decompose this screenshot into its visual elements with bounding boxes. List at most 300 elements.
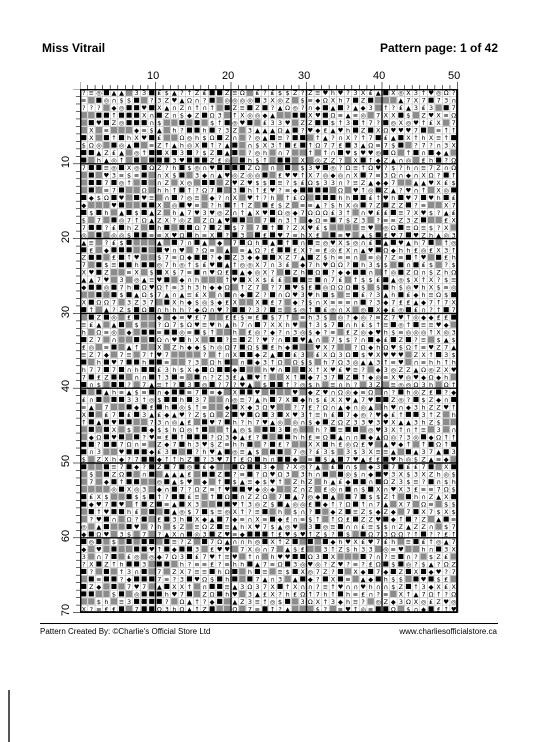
footer-website: www.charliesofficialstore.ca bbox=[399, 627, 497, 636]
svg-text:↑: ↑ bbox=[420, 186, 427, 195]
svg-text:?: ? bbox=[263, 440, 267, 449]
svg-text:▲: ▲ bbox=[270, 238, 275, 247]
svg-text:◎: ◎ bbox=[307, 493, 314, 502]
svg-text:∩: ∩ bbox=[209, 171, 215, 180]
svg-text:◎: ◎ bbox=[133, 149, 140, 158]
svg-text:≡: ≡ bbox=[126, 350, 132, 359]
svg-text:?: ? bbox=[270, 336, 275, 345]
svg-text:$: $ bbox=[368, 321, 373, 330]
svg-text:Z: Z bbox=[292, 485, 298, 494]
svg-text:◎: ◎ bbox=[186, 141, 193, 150]
svg-text:≡: ≡ bbox=[398, 328, 404, 337]
svg-text:◆: ◆ bbox=[156, 485, 162, 494]
svg-text:↑: ↑ bbox=[126, 253, 132, 262]
svg-text:h: h bbox=[202, 448, 207, 457]
svg-text:≡: ≡ bbox=[164, 500, 170, 509]
svg-text:≡: ≡ bbox=[315, 410, 321, 419]
svg-text:◆: ◆ bbox=[194, 306, 200, 315]
svg-text:≡: ≡ bbox=[345, 253, 351, 262]
svg-text:◎: ◎ bbox=[216, 208, 223, 217]
svg-text:↑: ↑ bbox=[186, 89, 193, 98]
svg-text:$: $ bbox=[119, 238, 124, 247]
svg-text:◆: ◆ bbox=[126, 575, 132, 584]
svg-text:♥: ♥ bbox=[209, 208, 215, 217]
svg-text:Z: Z bbox=[104, 560, 109, 569]
svg-text:◎: ◎ bbox=[133, 276, 140, 285]
svg-text:Ω: Ω bbox=[179, 425, 185, 434]
svg-text:3: 3 bbox=[451, 328, 456, 337]
svg-text:▲: ▲ bbox=[262, 575, 268, 584]
svg-text:?: ? bbox=[210, 373, 214, 382]
svg-text:?: ? bbox=[429, 306, 433, 315]
svg-text:h: h bbox=[345, 193, 351, 202]
svg-text:7: 7 bbox=[429, 508, 434, 517]
svg-text:∩: ∩ bbox=[156, 178, 162, 187]
svg-text:h: h bbox=[345, 597, 351, 606]
svg-text:h: h bbox=[391, 537, 396, 546]
svg-text:≡: ≡ bbox=[156, 380, 162, 389]
svg-text:▲: ▲ bbox=[436, 515, 442, 524]
svg-text:Z: Z bbox=[315, 253, 321, 262]
svg-text:Ω: Ω bbox=[368, 141, 374, 150]
svg-text:≡: ≡ bbox=[428, 485, 434, 494]
svg-text:◎: ◎ bbox=[315, 560, 321, 569]
svg-text:?: ? bbox=[368, 298, 373, 307]
svg-text:h: h bbox=[194, 134, 200, 143]
svg-text:?: ? bbox=[82, 104, 86, 113]
svg-text:Z: Z bbox=[232, 104, 237, 113]
svg-text:∩: ∩ bbox=[232, 291, 238, 300]
svg-text:▲: ▲ bbox=[179, 208, 185, 217]
pattern-title: Miss Vitrail bbox=[42, 41, 106, 55]
svg-text:↑: ↑ bbox=[330, 590, 336, 599]
svg-text:≡: ≡ bbox=[451, 276, 457, 285]
svg-text:7: 7 bbox=[391, 313, 396, 322]
svg-text:?: ? bbox=[353, 336, 358, 345]
svg-text:∩: ∩ bbox=[345, 321, 351, 330]
svg-text:Ω: Ω bbox=[383, 343, 389, 352]
svg-text:Z: Z bbox=[89, 582, 94, 591]
svg-text:◆: ◆ bbox=[292, 298, 298, 307]
svg-text:$: $ bbox=[81, 141, 86, 150]
svg-text:↑: ↑ bbox=[118, 478, 125, 487]
svg-text:Z: Z bbox=[157, 141, 162, 150]
svg-text:$: $ bbox=[406, 276, 411, 285]
svg-text:7: 7 bbox=[406, 208, 411, 217]
svg-text:▲: ▲ bbox=[179, 470, 185, 479]
svg-text:♥: ♥ bbox=[111, 358, 117, 367]
svg-text:Z: Z bbox=[398, 582, 404, 591]
svg-text:∩: ∩ bbox=[141, 373, 147, 382]
svg-text:Z: Z bbox=[383, 156, 388, 165]
svg-text:?: ? bbox=[165, 597, 169, 606]
svg-text:X: X bbox=[443, 201, 449, 210]
svg-text:7: 7 bbox=[262, 582, 268, 591]
svg-text:♥: ♥ bbox=[209, 268, 215, 277]
svg-text:≡: ≡ bbox=[201, 567, 208, 576]
svg-text:▲: ▲ bbox=[247, 208, 253, 217]
svg-text:3: 3 bbox=[421, 380, 426, 389]
svg-text:↑: ↑ bbox=[413, 134, 419, 143]
svg-text:◎: ◎ bbox=[299, 380, 306, 389]
svg-text:?: ? bbox=[285, 134, 290, 143]
svg-text:Z: Z bbox=[262, 500, 268, 509]
svg-text:7: 7 bbox=[164, 552, 169, 561]
svg-text:◎: ◎ bbox=[179, 328, 185, 337]
svg-text:◆: ◆ bbox=[315, 126, 321, 135]
svg-text:∩: ∩ bbox=[353, 582, 358, 591]
svg-text:▲: ▲ bbox=[390, 448, 396, 457]
svg-text:↑: ↑ bbox=[443, 238, 449, 247]
svg-text:Z: Z bbox=[111, 470, 117, 479]
svg-text:₤: ₤ bbox=[278, 530, 283, 539]
svg-text:Ω: Ω bbox=[322, 433, 328, 442]
svg-text:h: h bbox=[164, 590, 169, 599]
svg-text:$: $ bbox=[247, 425, 252, 434]
svg-text:↑: ↑ bbox=[360, 373, 366, 382]
svg-text:Ω: Ω bbox=[338, 388, 343, 397]
svg-text:◎: ◎ bbox=[179, 261, 185, 270]
svg-text:?: ? bbox=[225, 306, 229, 315]
svg-text:?: ? bbox=[361, 365, 365, 374]
svg-text:Z: Z bbox=[360, 178, 366, 187]
svg-text:Ω: Ω bbox=[368, 163, 374, 172]
svg-text:h: h bbox=[315, 380, 320, 389]
svg-text:↑: ↑ bbox=[156, 373, 162, 382]
svg-text:3: 3 bbox=[406, 485, 411, 494]
svg-text:▲: ▲ bbox=[360, 575, 366, 584]
svg-text:Ω: Ω bbox=[209, 358, 215, 367]
svg-text:▲: ▲ bbox=[330, 455, 336, 464]
svg-text:♥: ♥ bbox=[103, 508, 110, 517]
svg-text:$: $ bbox=[391, 560, 396, 569]
svg-text:↑: ↑ bbox=[209, 104, 215, 113]
svg-text:Z: Z bbox=[391, 253, 396, 262]
svg-text:$: $ bbox=[89, 470, 94, 479]
svg-text:₤: ₤ bbox=[444, 575, 449, 584]
svg-text:▲: ▲ bbox=[330, 493, 336, 502]
svg-text:h: h bbox=[179, 298, 184, 307]
svg-text:7: 7 bbox=[383, 141, 388, 150]
svg-text:h: h bbox=[444, 268, 449, 277]
svg-text:∩: ∩ bbox=[202, 104, 207, 113]
svg-text:∩: ∩ bbox=[224, 193, 230, 202]
svg-text:7: 7 bbox=[406, 508, 411, 517]
svg-text:↑: ↑ bbox=[156, 545, 162, 554]
svg-text:Z: Z bbox=[323, 156, 328, 165]
svg-text:∩: ∩ bbox=[330, 403, 336, 412]
svg-text:Z: Z bbox=[247, 336, 253, 345]
svg-text:∩: ∩ bbox=[156, 306, 162, 315]
svg-text:▲: ▲ bbox=[383, 291, 389, 300]
svg-text:h: h bbox=[127, 283, 132, 292]
svg-text:$: $ bbox=[81, 455, 86, 464]
svg-text:3: 3 bbox=[255, 582, 260, 591]
svg-text:∩: ∩ bbox=[111, 96, 117, 105]
svg-text:3: 3 bbox=[429, 104, 434, 113]
svg-text:♥: ♥ bbox=[194, 208, 200, 217]
svg-text:7: 7 bbox=[119, 283, 124, 292]
svg-text:3: 3 bbox=[361, 216, 366, 225]
svg-text:↑: ↑ bbox=[164, 141, 170, 150]
svg-text:≡: ≡ bbox=[141, 440, 147, 449]
svg-text:◎: ◎ bbox=[367, 425, 374, 434]
svg-text:Ω: Ω bbox=[156, 283, 162, 292]
svg-text:◆: ◆ bbox=[88, 193, 94, 202]
svg-text:X: X bbox=[292, 582, 298, 591]
svg-text:↑: ↑ bbox=[307, 530, 313, 539]
svg-text:◆: ◆ bbox=[383, 567, 389, 576]
svg-text:h: h bbox=[179, 560, 184, 569]
svg-text:h: h bbox=[451, 478, 456, 487]
svg-text:∩: ∩ bbox=[172, 291, 177, 300]
svg-text:↑: ↑ bbox=[224, 276, 230, 285]
svg-text:7: 7 bbox=[255, 283, 260, 292]
svg-text:↑: ↑ bbox=[216, 119, 223, 128]
svg-text:7: 7 bbox=[308, 261, 313, 270]
svg-text:♥: ♥ bbox=[156, 276, 163, 285]
svg-text:X: X bbox=[345, 246, 351, 255]
svg-text:↑: ↑ bbox=[171, 186, 178, 195]
svg-text:X: X bbox=[247, 523, 253, 532]
svg-text:X: X bbox=[376, 306, 381, 315]
svg-text:$: $ bbox=[361, 276, 366, 285]
svg-text:▲: ▲ bbox=[428, 455, 434, 464]
svg-text:Z: Z bbox=[436, 343, 441, 352]
svg-text:↑: ↑ bbox=[330, 515, 336, 524]
svg-text:◎: ◎ bbox=[435, 89, 442, 98]
svg-text:◎: ◎ bbox=[201, 298, 208, 307]
svg-text:∩: ∩ bbox=[451, 96, 457, 105]
svg-text:3: 3 bbox=[345, 358, 351, 367]
svg-text:X: X bbox=[164, 231, 170, 240]
svg-text:3: 3 bbox=[345, 448, 351, 457]
svg-text:▲: ▲ bbox=[292, 575, 298, 584]
svg-text:≡: ≡ bbox=[330, 380, 336, 389]
svg-text:▲: ▲ bbox=[345, 111, 351, 120]
svg-text:≡: ≡ bbox=[126, 268, 132, 277]
svg-text:▲: ▲ bbox=[413, 298, 419, 307]
svg-text:?: ? bbox=[195, 149, 199, 158]
column-label: 50 bbox=[448, 70, 461, 82]
svg-text:◆: ◆ bbox=[156, 552, 162, 561]
svg-text:↑: ↑ bbox=[413, 343, 419, 352]
svg-text:?: ? bbox=[82, 89, 86, 98]
svg-text:$: $ bbox=[315, 605, 320, 613]
svg-text:∩: ∩ bbox=[413, 171, 419, 180]
svg-text:≡: ≡ bbox=[352, 365, 359, 374]
svg-text:3: 3 bbox=[300, 597, 305, 606]
svg-text:♥: ♥ bbox=[367, 418, 374, 427]
svg-text:$: $ bbox=[142, 493, 147, 502]
svg-text:∩: ∩ bbox=[428, 545, 434, 554]
svg-text:?: ? bbox=[142, 463, 146, 472]
svg-text:7: 7 bbox=[300, 403, 305, 412]
svg-text:3: 3 bbox=[444, 96, 449, 105]
svg-text:▲: ▲ bbox=[156, 238, 162, 247]
svg-text:h: h bbox=[255, 238, 260, 247]
svg-text:≡: ≡ bbox=[133, 171, 140, 180]
svg-text:$: $ bbox=[172, 171, 177, 180]
svg-text:◎: ◎ bbox=[186, 178, 193, 187]
svg-text:▲: ▲ bbox=[285, 545, 291, 554]
svg-text:◎: ◎ bbox=[292, 418, 298, 427]
svg-text:$: $ bbox=[255, 343, 260, 352]
svg-text:◆: ◆ bbox=[443, 321, 449, 330]
svg-text:₤: ₤ bbox=[194, 291, 200, 300]
svg-text:3: 3 bbox=[308, 523, 313, 532]
svg-text:♥: ♥ bbox=[186, 313, 193, 322]
svg-text:↑: ↑ bbox=[284, 193, 291, 202]
svg-text:◆: ◆ bbox=[428, 567, 434, 576]
svg-text:7: 7 bbox=[96, 216, 101, 225]
svg-text:↑: ↑ bbox=[111, 134, 117, 143]
svg-text:≡: ≡ bbox=[315, 433, 321, 442]
svg-text:♥: ♥ bbox=[367, 395, 374, 404]
svg-text:▲: ▲ bbox=[292, 493, 298, 502]
svg-text:↑: ↑ bbox=[111, 111, 117, 120]
svg-text:7: 7 bbox=[149, 298, 154, 307]
svg-text:↑: ↑ bbox=[118, 567, 125, 576]
svg-text:♥: ♥ bbox=[352, 455, 359, 464]
svg-text:?: ? bbox=[376, 119, 380, 128]
svg-text:?: ? bbox=[346, 178, 350, 187]
svg-text:◎: ◎ bbox=[352, 358, 359, 367]
svg-text:?: ? bbox=[436, 171, 441, 180]
svg-text:X: X bbox=[89, 126, 94, 135]
svg-text:₤: ₤ bbox=[89, 246, 94, 255]
svg-text:∩: ∩ bbox=[413, 186, 419, 195]
svg-text:?: ? bbox=[217, 560, 222, 569]
svg-text:₤: ₤ bbox=[232, 313, 237, 322]
svg-text:▲: ▲ bbox=[390, 186, 396, 195]
svg-text:↑: ↑ bbox=[284, 582, 291, 591]
svg-text:7: 7 bbox=[81, 373, 86, 382]
svg-text:♥: ♥ bbox=[96, 119, 102, 128]
svg-text:?: ? bbox=[436, 276, 441, 285]
svg-text:X: X bbox=[315, 597, 321, 606]
svg-text:h: h bbox=[111, 455, 117, 464]
svg-text:Z: Z bbox=[360, 126, 366, 135]
svg-text:$: $ bbox=[368, 508, 373, 517]
svg-text:Z: Z bbox=[285, 537, 290, 546]
svg-text:♥: ♥ bbox=[96, 545, 102, 554]
svg-text:≡: ≡ bbox=[156, 433, 162, 442]
svg-text:∩: ∩ bbox=[307, 104, 313, 113]
svg-text:Ω: Ω bbox=[247, 582, 253, 591]
svg-text:≡: ≡ bbox=[194, 193, 200, 202]
svg-text:◎: ◎ bbox=[284, 208, 291, 217]
svg-text:$: $ bbox=[179, 321, 184, 330]
svg-text:h: h bbox=[429, 156, 434, 165]
svg-text:↑: ↑ bbox=[254, 193, 261, 202]
svg-text:?: ? bbox=[368, 291, 373, 300]
svg-text:₤: ₤ bbox=[278, 171, 283, 180]
svg-text:◎: ◎ bbox=[322, 283, 329, 292]
svg-text:?: ? bbox=[127, 380, 131, 389]
svg-text:₤: ₤ bbox=[270, 343, 275, 352]
svg-text:↑: ↑ bbox=[451, 246, 457, 255]
svg-text:∩: ∩ bbox=[247, 141, 253, 150]
svg-text:▲: ▲ bbox=[126, 388, 132, 397]
svg-text:₤: ₤ bbox=[270, 246, 275, 255]
svg-text:◎: ◎ bbox=[352, 238, 359, 247]
svg-text:h: h bbox=[262, 149, 268, 158]
svg-text:≡: ≡ bbox=[307, 96, 313, 105]
svg-text:♥: ♥ bbox=[345, 605, 351, 613]
svg-text:↑: ↑ bbox=[420, 440, 427, 449]
svg-text:◆: ◆ bbox=[232, 365, 238, 374]
svg-text:₤: ₤ bbox=[278, 440, 283, 449]
svg-text:Ω: Ω bbox=[421, 365, 426, 374]
svg-text:◎: ◎ bbox=[405, 119, 412, 128]
svg-text:◆: ◆ bbox=[436, 373, 442, 382]
svg-text:$: $ bbox=[345, 216, 351, 225]
svg-text:↑: ↑ bbox=[451, 433, 457, 442]
svg-text:?: ? bbox=[263, 193, 267, 202]
svg-text:X: X bbox=[421, 508, 426, 517]
svg-text:◆: ◆ bbox=[360, 567, 366, 576]
svg-text:7: 7 bbox=[285, 231, 290, 240]
svg-text:∩: ∩ bbox=[164, 485, 170, 494]
svg-text:?: ? bbox=[406, 530, 411, 539]
svg-text:↑: ↑ bbox=[194, 425, 200, 434]
svg-text:?: ? bbox=[353, 380, 358, 389]
svg-text:≡: ≡ bbox=[337, 298, 344, 307]
svg-text:h: h bbox=[300, 268, 305, 277]
svg-text:h: h bbox=[172, 126, 177, 135]
svg-text:₤: ₤ bbox=[421, 537, 426, 546]
svg-text:3: 3 bbox=[368, 380, 373, 389]
svg-text:7: 7 bbox=[376, 530, 381, 539]
svg-text:◆: ◆ bbox=[443, 455, 449, 464]
svg-text:?: ? bbox=[436, 560, 441, 569]
svg-text:◆: ◆ bbox=[390, 597, 396, 606]
svg-text:◎: ◎ bbox=[171, 418, 178, 427]
svg-text:↑: ↑ bbox=[232, 261, 238, 270]
svg-text:▲: ▲ bbox=[270, 111, 275, 120]
svg-text:h: h bbox=[278, 508, 283, 517]
svg-text:♥: ♥ bbox=[231, 276, 238, 285]
svg-text:$: $ bbox=[361, 283, 366, 292]
svg-text:↑: ↑ bbox=[360, 186, 366, 195]
svg-text:≡: ≡ bbox=[81, 96, 87, 105]
svg-text:↑: ↑ bbox=[307, 141, 313, 150]
svg-text:7: 7 bbox=[217, 418, 222, 427]
svg-text:▲: ▲ bbox=[360, 141, 366, 150]
svg-text:3: 3 bbox=[300, 410, 305, 419]
svg-text:▲: ▲ bbox=[141, 276, 147, 285]
svg-text:?: ? bbox=[346, 261, 350, 270]
svg-text:◎: ◎ bbox=[413, 388, 419, 397]
svg-text:₤: ₤ bbox=[383, 134, 388, 143]
svg-text:Ω: Ω bbox=[277, 560, 283, 569]
row-label: 60 bbox=[60, 529, 72, 543]
svg-text:▲: ▲ bbox=[368, 358, 374, 367]
svg-text:Ω: Ω bbox=[307, 597, 313, 606]
svg-text:$: $ bbox=[293, 545, 298, 554]
svg-text:Z: Z bbox=[360, 515, 366, 524]
svg-text:3: 3 bbox=[194, 440, 200, 449]
svg-text:∩: ∩ bbox=[345, 463, 351, 472]
svg-text:♥: ♥ bbox=[314, 163, 321, 172]
svg-text:≡: ≡ bbox=[383, 216, 389, 225]
svg-text:≡: ≡ bbox=[352, 508, 359, 517]
svg-text:Z: Z bbox=[436, 597, 441, 606]
svg-text:Z: Z bbox=[202, 485, 207, 494]
svg-text:Ω: Ω bbox=[443, 89, 449, 98]
svg-text:X: X bbox=[134, 134, 139, 143]
